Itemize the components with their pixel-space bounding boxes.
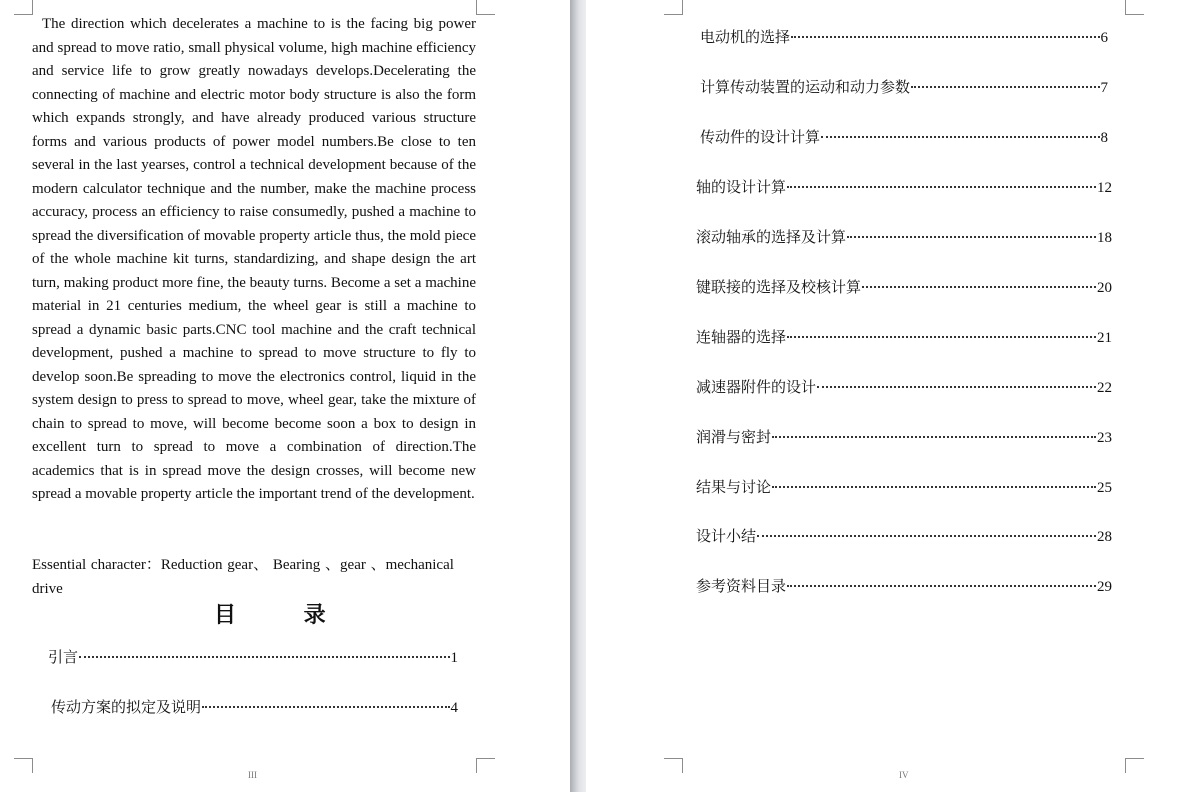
toc-entry-page: 21 [1097,330,1112,346]
toc-entry[interactable] [696,426,1112,448]
toc-leader-dots [791,36,1099,38]
crop-mark-bottom-right [1125,758,1144,773]
toc-leader-dots [202,706,449,708]
toc-entry[interactable] [696,476,1112,498]
toc-leader-dots [817,386,1096,388]
toc-entry-title: 电动机的选择 [700,28,791,46]
toc-entry[interactable] [696,326,1112,348]
toc-leader-dots [821,136,1099,138]
toc-entry[interactable] [696,525,1112,547]
toc-entry-title: 设计小结 [696,527,757,545]
toc-leader-dots [787,336,1096,338]
toc-entry-title: 传动方案的拟定及说明 [51,698,202,716]
document-page-left [0,0,570,792]
toc-entry[interactable] [696,176,1112,198]
toc-entry[interactable] [696,376,1112,398]
toc-leader-dots [772,436,1096,438]
crop-mark-top-left [14,0,33,15]
toc-heading: 目 录 [214,602,356,628]
abstract-paragraph [32,13,476,507]
toc-entry[interactable] [696,276,1112,298]
toc-entry[interactable] [700,76,1108,98]
crop-mark-bottom-left [14,758,33,773]
toc-entry-page: 6 [1100,30,1108,46]
toc-entry-title: 传动件的设计计算 [700,128,821,146]
toc-entry-title: 参考资料目录 [696,577,787,595]
toc-entry-page: 4 [450,700,458,716]
crop-mark-bottom-right [476,758,495,773]
toc-entry-page: 7 [1100,80,1108,96]
toc-entry-title: 结果与讨论 [696,478,772,496]
toc-entry[interactable] [48,646,458,668]
toc-entry[interactable] [700,26,1108,48]
toc-leader-dots [787,186,1096,188]
toc-entry-page: 23 [1097,430,1112,446]
toc-entry-title: 连轴器的选择 [696,328,787,346]
toc-entry[interactable] [696,226,1112,248]
toc-entry-title: 润滑与密封 [696,428,772,446]
toc-entry[interactable] [51,696,458,718]
toc-entry-page: 28 [1097,529,1112,545]
page-number: IV [899,770,909,780]
toc-entry-page: 25 [1097,480,1112,496]
toc-leader-dots [757,535,1096,537]
toc-entry-page: 18 [1097,230,1112,246]
toc-entry-title: 计算传动装置的运动和动力参数 [700,78,911,96]
toc-entry-page: 20 [1097,280,1112,296]
toc-entry-page: 12 [1097,180,1112,196]
toc-entry-title: 键联接的选择及校核计算 [696,278,862,296]
crop-mark-top-right [476,0,495,15]
toc-leader-dots [79,656,449,658]
toc-entry[interactable] [700,126,1108,148]
toc-leader-dots [862,286,1096,288]
abstract-text: The direction which decelerates a machine to is the facing big power and spread to move ratio, small physical volume, high machine efficiency and service life to grow greatly nowadays develops.Decelerating the connecting of machine and electric motor body structure is also the form which expands strongly, and have already produced various structure forms and various products of power model numbers.Be close to ten several in the last yearses, control a technical development because of the modern calculator technique and the number, make the machine process accuracy, process an efficiency to raise consumedly, pushed a machine to spread the diversification of movable property article thus, the mold piece of the whole machine kit turns, standardizing, and shape design the art turn, making product more fine, the beauty turns. Become a set a machine material in 21 centuries medium, the wheel gear is still a machine to spread a dynamic basic parts.CNC tool machine and the craft technical development, pushed a machine to spread to move structure to fly to develop soon.Be spreading to move the electronics control, liquid in the system design to press to spread to move, wheel gear, take the mixture of chain to spread to move, will become become soon a box to design in excellent turn to spread to move a combination of direction.The academics that is in spread move the design crosses, will become new spread a movable property article the important trend of the development. [32,16,476,502]
toc-entry-title: 引言 [48,648,79,666]
toc-entry-page: 22 [1097,380,1112,396]
toc-entry-page: 8 [1100,130,1108,146]
toc-entry-page: 29 [1097,579,1112,595]
toc-leader-dots [911,86,1099,88]
toc-entry-page: 1 [450,650,458,666]
toc-entry[interactable] [696,575,1112,597]
toc-leader-dots [787,585,1096,587]
toc-leader-dots [772,486,1096,488]
crop-mark-top-left [664,0,683,15]
toc-leader-dots [847,236,1096,238]
toc-entry-title: 轴的设计计算 [696,178,787,196]
page-number: III [248,770,257,780]
crop-mark-bottom-left [664,758,683,773]
toc-entry-title: 滚动轴承的选择及计算 [696,228,847,246]
document-page-right [586,0,1186,792]
keywords-line: Essential character：Reduction gear、 Bearing 、gear 、mechanical drive [32,557,454,597]
page-gap [570,0,586,792]
toc-entry-title: 减速器附件的设计 [696,378,817,396]
crop-mark-top-right [1125,0,1144,15]
